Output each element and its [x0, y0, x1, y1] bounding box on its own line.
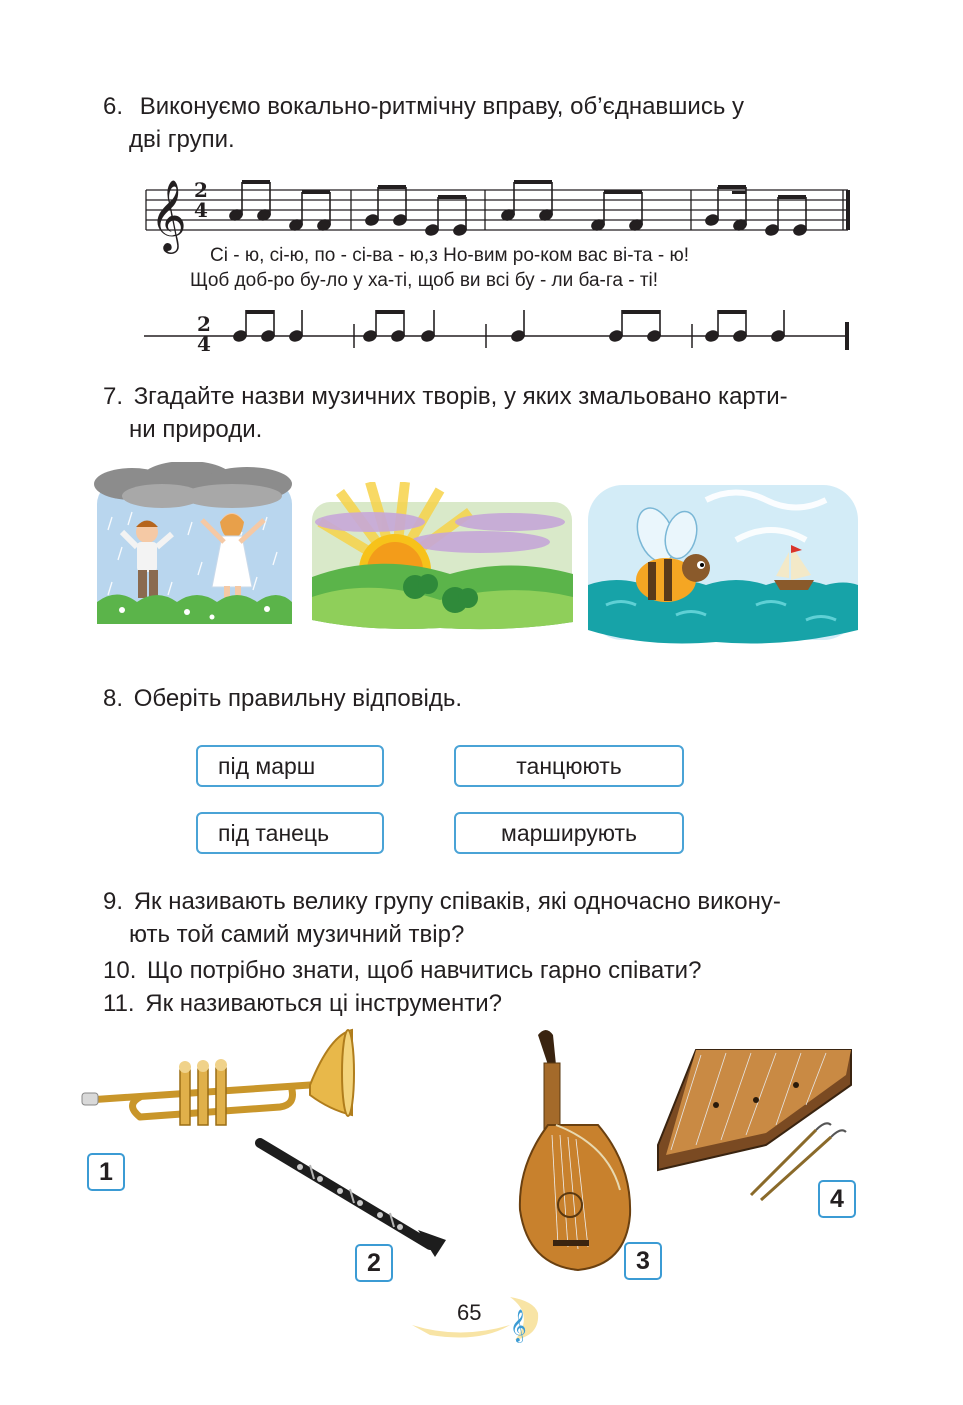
question-10 — [103, 954, 701, 987]
question-8 — [103, 682, 462, 715]
lyrics-line-2: Щоб доб-ро бу-ло у ха-ті, щоб ви всі бу - ли ба-га - ті! — [190, 270, 659, 291]
trumpet-picture — [80, 1025, 355, 1135]
question-11 — [103, 987, 502, 1020]
question-number: 8. — [103, 685, 124, 712]
rhythm-line — [136, 310, 856, 360]
bandura-picture — [508, 1025, 638, 1275]
bee-sea-picture — [586, 480, 861, 645]
question-text: Оберіть правильну відповідь. — [133, 685, 462, 712]
question-number: 11. — [103, 990, 135, 1017]
lyrics-line-1: Сі - ю, сі-ю, по - сі-ва - ю,з Но-вим ро-ком вас ві-та - ю! — [210, 245, 690, 266]
instrument-label-2: 2 — [355, 1244, 393, 1282]
rhythm-time-signature: 2 4 — [197, 312, 211, 356]
question-7-line2: ни природи. — [129, 416, 263, 443]
answer-option-under-march[interactable] — [196, 745, 384, 787]
sunrise-picture — [310, 482, 575, 632]
instrument-label-4: 4 — [818, 1180, 856, 1218]
question-text: Згадайте назви музичних творів, у яких змальовано карти- — [133, 383, 788, 410]
question-number: 6. — [103, 93, 124, 120]
question-text: Як називаються ці інструменти? — [145, 990, 502, 1017]
answer-option-label: під марш — [218, 753, 316, 779]
instrument-label-3: 3 — [624, 1242, 662, 1280]
rain-children-picture — [92, 462, 297, 632]
question-6 — [103, 90, 863, 123]
time-signature-top: 2 4 — [194, 178, 208, 222]
question-9-line2: ють той самий музичний твір? — [129, 921, 465, 948]
question-number: 10. — [103, 957, 137, 984]
question-6-line2: дві групи. — [129, 126, 235, 153]
answer-option-dance[interactable] — [454, 745, 684, 787]
page-number: 65 — [457, 1300, 482, 1325]
answer-option-label: під танець — [218, 820, 330, 846]
question-7 — [103, 380, 883, 413]
instrument-label-1: 1 — [87, 1153, 125, 1191]
question-9 — [103, 885, 893, 918]
question-text: Як називають велику групу співаків, які одночасно викону- — [133, 888, 781, 915]
answer-option-under-dance[interactable] — [196, 812, 384, 854]
question-number: 7. — [103, 383, 124, 410]
question-text: Що потрібно знати, щоб навчитись гарно співати? — [147, 957, 702, 984]
treble-clef-icon: 𝄞 — [150, 178, 187, 251]
question-number: 9. — [103, 888, 124, 915]
treble-clef-small-icon: 𝄞 — [510, 1309, 527, 1342]
question-text: Виконуємо вокально-ритмічну вправу, об’єднавшись у — [139, 93, 744, 120]
answer-option-label: танцюють — [516, 753, 622, 779]
answer-option-march[interactable] — [454, 812, 684, 854]
answer-option-label: марширують — [501, 820, 637, 846]
clarinet-picture — [250, 1135, 450, 1260]
